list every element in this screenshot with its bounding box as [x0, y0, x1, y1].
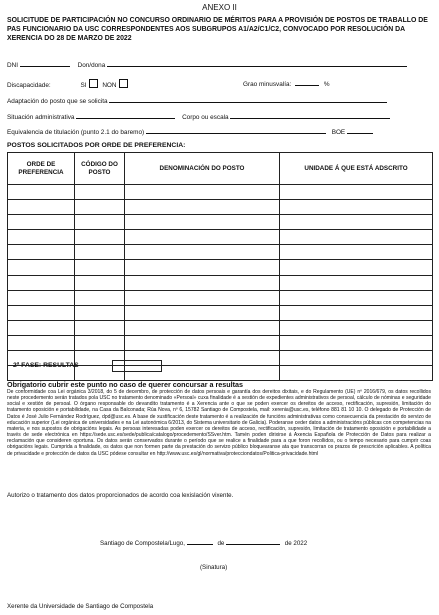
column-header-unidade: UNIDADE Á QUE ESTÁ ADSCRITO: [280, 153, 433, 185]
discapacidade-row: [7, 79, 128, 89]
orde-cell[interactable]: [8, 275, 75, 290]
orde-cell[interactable]: [8, 290, 75, 305]
month-field[interactable]: [226, 538, 280, 545]
codigo-cell[interactable]: [75, 230, 125, 245]
de-label-1: de: [217, 540, 225, 547]
resultas-field[interactable]: [112, 360, 162, 372]
document-title: SOLICITUDE DE PARTICIPACIÓN NO CONCURSO ORDINARIO DE MÉRITOS PARA A PROVISIÓN DE POSTOS DE TRABALLO DE PAS FUNCIONARIO DA USC CORRESPONDENTES AOS SUBGRUPOS A1/A2/C1/C2, CONVOCADO POR RESOLUCIÓN DA XERENCIA DO 28 DE MARZO DE 2022: [7, 17, 428, 43]
table-row: [8, 260, 433, 275]
orde-cell[interactable]: [8, 260, 75, 275]
signature-label: (Sinatura): [200, 564, 228, 571]
equivalencia-field[interactable]: [146, 127, 326, 134]
codigo-cell[interactable]: [75, 215, 125, 230]
postos-title: POSTOS SOLICITADOS POR ORDE DE PREFERENCIA:: [7, 142, 186, 149]
equivalencia-label: Equivalencia de titulación (punto 2.1 do baremo): [7, 129, 145, 136]
table-row: [8, 290, 433, 305]
si-label: SI: [80, 82, 87, 89]
table-row: [8, 335, 433, 350]
obligatorio-note: Obrigatorio cubrir este punto no caso de querer concursar a resultas: [7, 380, 244, 389]
column-header-denominacion: DENOMINACIÓN DO POSTO: [125, 153, 280, 185]
boe-field[interactable]: [347, 127, 373, 134]
discapacidade-label: Discapacidade:: [7, 82, 51, 89]
orde-cell[interactable]: [8, 305, 75, 320]
table-row: [8, 320, 433, 335]
unidade-cell[interactable]: [280, 215, 433, 230]
adaptacion-label: Adaptación do posto que se solicita: [7, 98, 108, 105]
unidade-cell[interactable]: [280, 335, 433, 350]
table-row: [8, 200, 433, 215]
table-row: [8, 185, 433, 200]
dni-row: [7, 60, 407, 69]
situacion-row: [7, 112, 390, 121]
corpo-field[interactable]: [230, 112, 390, 119]
denominacion-cell[interactable]: [125, 335, 280, 350]
place-label: Santiago de Compostela/Lugo,: [100, 540, 185, 547]
unidade-cell[interactable]: [280, 290, 433, 305]
denominacion-cell[interactable]: [125, 305, 280, 320]
denominacion-cell[interactable]: [125, 230, 280, 245]
codigo-cell[interactable]: [75, 335, 125, 350]
denominacion-cell[interactable]: [125, 290, 280, 305]
orde-cell[interactable]: [8, 245, 75, 260]
column-header-orde: ORDE DE PREFERENCIA: [8, 153, 75, 185]
table-row: [8, 275, 433, 290]
don-field[interactable]: [107, 60, 407, 67]
autorizo-text: Autorizo o tratamento dos datos proporcionados de acordo coa lexislación vixente.: [7, 492, 234, 499]
situacion-field[interactable]: [76, 112, 175, 119]
grao-row: [243, 79, 330, 88]
denominacion-cell[interactable]: [125, 215, 280, 230]
unidade-cell[interactable]: [280, 230, 433, 245]
orde-cell[interactable]: [8, 320, 75, 335]
day-field[interactable]: [187, 538, 213, 545]
unidade-cell[interactable]: [280, 260, 433, 275]
percent-label: %: [323, 81, 330, 88]
table-header-row: [8, 153, 433, 185]
equivalencia-row: [7, 127, 373, 136]
column-header-codigo: CÓDIGO DO POSTO: [75, 153, 125, 185]
codigo-cell[interactable]: [75, 290, 125, 305]
non-label: NON: [102, 82, 117, 89]
dni-label: DNI: [7, 62, 19, 69]
unidade-cell[interactable]: [280, 366, 433, 381]
adaptacion-field[interactable]: [109, 96, 387, 103]
postos-table: [7, 152, 433, 381]
adaptacion-row: [7, 96, 387, 105]
table-row: [8, 245, 433, 260]
codigo-cell[interactable]: [75, 305, 125, 320]
don-label: Don/dona: [77, 62, 106, 69]
unidade-cell[interactable]: [280, 200, 433, 215]
table-row: [8, 305, 433, 320]
unidade-cell[interactable]: [280, 305, 433, 320]
si-checkbox[interactable]: [89, 79, 98, 88]
unidade-cell[interactable]: [280, 320, 433, 335]
denominacion-cell[interactable]: [125, 200, 280, 215]
orde-cell[interactable]: [8, 200, 75, 215]
unidade-cell[interactable]: [280, 245, 433, 260]
codigo-cell[interactable]: [75, 260, 125, 275]
codigo-cell[interactable]: [75, 320, 125, 335]
denominacion-cell[interactable]: [125, 275, 280, 290]
corpo-label: Corpo ou escala: [182, 114, 229, 121]
signature-place-row: [100, 538, 307, 547]
orde-cell[interactable]: [8, 215, 75, 230]
legal-text: De conformidade coa Lei orgánica 3/2018, do 5 de decembro, de protección de datos persoais e garantía dos dereitos dixitais, e do Regulamento (UE) nº 2016/679, os datos recollidos neste procedemento serán tratados pola USC no tratamento denominado «Persoal» cuxa finalidade é a xestión de expedientes administrativos de persoal, cálculo de nóminas e seguridade social e xestión de persoal. O órgano responsable do devandito tratamento é a Xerencia ante o que se poden exercer os dereitos de acceso, rectificación, supresión, limitación do tratamento oposición e portabilidade, na Casa da Balconada; Rúa Nova, nº 6, 15782 Santiago de Compostela, mail: xerenia@usc.es, teléfono 881 81 10 10. O delegado de Protección de Datos é José Julio Fernández Rodríguez, dpd@usc.es. A base de xustificación deste tratamento é a realización de funcións administrativas como consecuencia da prestación do servizo de educación superior (Lei orgánica de universidades e na Lei autonómica 6/2013, do Sistema universitario de Galicia). Poderanse ceder datos a administracións públicas con competencias na materia, e nos supostos de obrigacións legais. As persoas interesadas poden exercer os dereitos de acceso, rectificación, supresión, limitación de tratamento oposición e portabilidade a través de sede electrónica en https://sede.usc.es/sede/publica/catalogo/procedemento/SSver.htm. Tamén poden dirixirse á Axencia Española de Protección de Datos para realizar a reclamación que consideren oportuna. Os datos serán conservados durante o período que se realice a finalidade para a que foron recollidos, ou o tempo necesario para cumprir coas obrigacións legais. Cumprida a finalidade, os datos que non formen parte da prestación do servizo público bloquearanse ata que transcorran os prazos de prescrición aplicables. A política de privacidade e protección de datos da USC pódese consultar en http://www.usc.es/gl/normativa/protecciondatos/Politica-privacidade.html: [7, 389, 431, 457]
orde-cell[interactable]: [8, 230, 75, 245]
orde-cell[interactable]: [8, 335, 75, 350]
dni-field[interactable]: [20, 60, 70, 67]
codigo-cell[interactable]: [75, 185, 125, 200]
de-label-2: de 2022: [284, 540, 308, 547]
table-row: [8, 215, 433, 230]
situacion-label: Situación administrativa: [7, 114, 75, 121]
fase-label: 2ª FASE: RESULTAS: [13, 362, 79, 369]
grao-label: Grao minusvalía:: [243, 81, 292, 88]
orde-cell[interactable]: [8, 185, 75, 200]
footer-recipient: Xerente da Universidade de Santiago de Compostela: [7, 603, 154, 610]
codigo-cell[interactable]: [75, 245, 125, 260]
unidade-cell[interactable]: [280, 185, 433, 200]
grao-field[interactable]: [295, 79, 319, 86]
boe-label: BOE: [331, 129, 346, 136]
unidade-cell[interactable]: [280, 351, 433, 366]
denominacion-cell[interactable]: [125, 245, 280, 260]
unidade-cell[interactable]: [280, 275, 433, 290]
denominacion-cell[interactable]: [125, 260, 280, 275]
denominacion-cell[interactable]: [125, 320, 280, 335]
non-checkbox[interactable]: [119, 79, 128, 88]
annex-label: ANEXO II: [202, 3, 237, 12]
codigo-cell[interactable]: [75, 200, 125, 215]
codigo-cell[interactable]: [75, 275, 125, 290]
denominacion-cell[interactable]: [125, 185, 280, 200]
table-row: [8, 230, 433, 245]
